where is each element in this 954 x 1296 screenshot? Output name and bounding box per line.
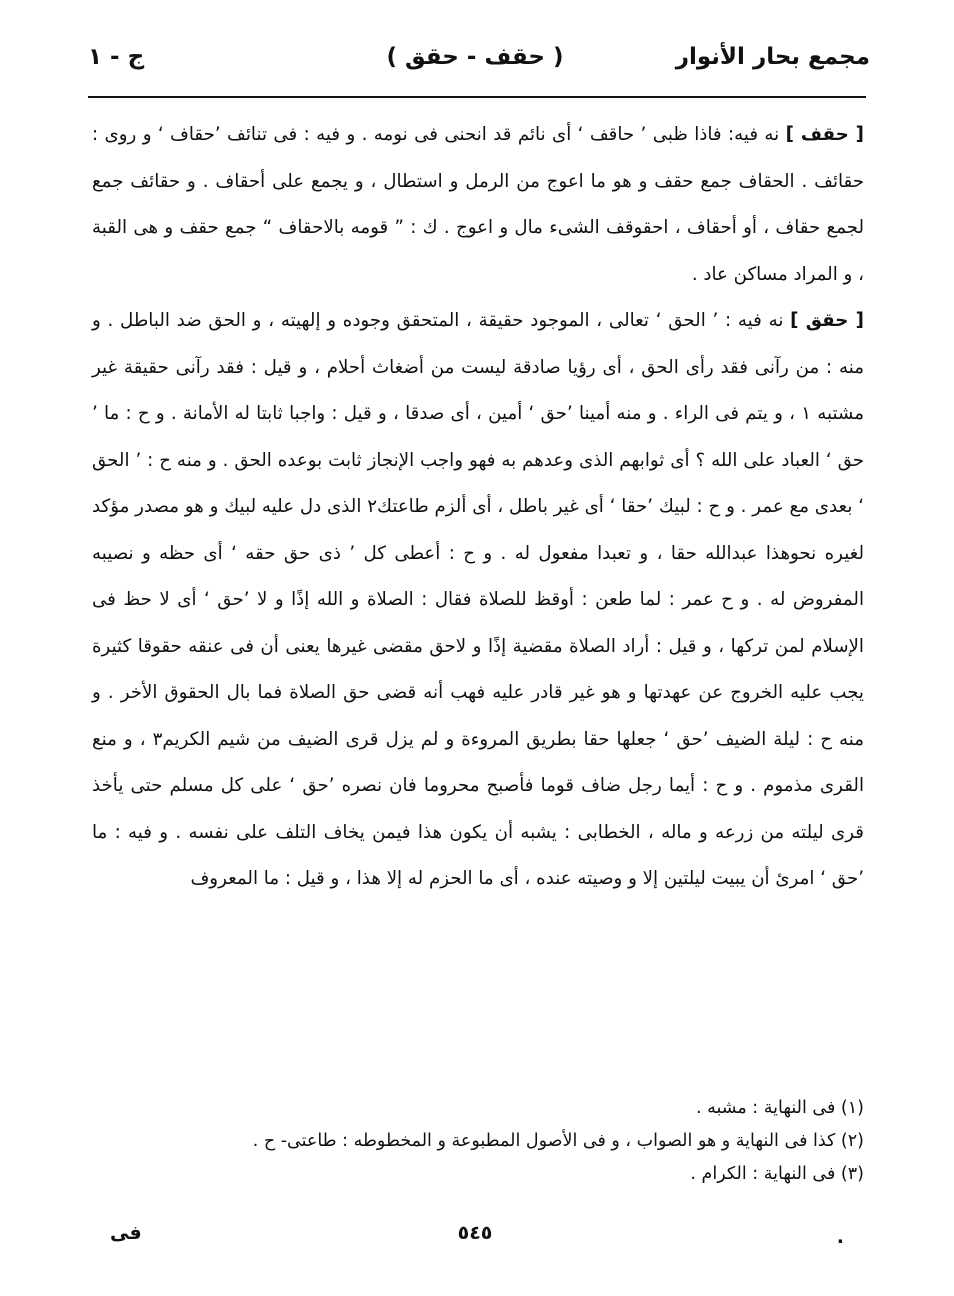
- entry-paragraph-haqaf: [92, 112, 864, 298]
- page-footer: [80, 1216, 870, 1256]
- section-range: ( حقف - حقق ): [386, 44, 564, 70]
- entry-term: [ حقف ]: [785, 124, 864, 145]
- main-text: [92, 112, 864, 903]
- catchword: فى: [110, 1222, 142, 1244]
- footnotes: [92, 1092, 864, 1191]
- footnote-2: (٢) كذا فى النهاية و هو الصواب ، و فى الأصول المطبوعة و المخطوطه : طاعتى- ح .: [252, 1131, 864, 1151]
- footnote-1: (١) فى النهاية : مشبه .: [695, 1098, 864, 1118]
- entry-term: [ حقق ]: [790, 310, 864, 331]
- page-header: [80, 38, 870, 86]
- entry-text: نه فيه : ’ الحق ‘ تعالى ، الموجود حقيقة ، المتحقق وجوده و إلهيته ، و الحق ضد الباطل . و منه : من رآنى فقد رأى الحق ، أى رؤيا صادقة ليست من أضغاث أحلام ، و قيل : فقد رآنى حقيقة غير مشتبه ١ ، و يتم فى الراء . و منه أمينا ’حق ‘ أمين ، أى صدقا ، و قيل : واجبا ثابتا له الأمانة . و ح : ما ’ حق ‘ العباد على الله ؟ أى ثوابهم الذى وعدهم به فهو واجب الإنجاز ثابت بوعده الحق . و منه ح : ’ الحق ‘ بعدى مع عمر . و ح : لبيك ’حقا ‘ أى غير باطل ، أى ألزم طاعتك٢ الذى دل عليه لبيك و هو مصدر مؤكد لغيره نحوهذا عبدالله حقا ، و تعبدا مفعول له . و ح : أعطى كل ’ ذى حق حقه ‘ أى حظه و نصيبه المفروض له . و ح عمر : لما طعن : أوقظ للصلاة فقال : الصلاة و الله إذًا و لا ’حق ‘ أى لا حظ فى الإسلام لمن تركها ، و قيل : أراد الصلاة مقضية إذًا و لاحق مقضى غيرها يعنى أن فى عنقه حقوقا كثيرة يجب عليه الخروج عن عهدتها و هو غير قادر عليه فهب أنه قضى حق الصلاة فما بال الحقوق الأخر . و منه ح : ليلة الضيف ’حق ‘ جعلها حقا بطريق المروءة و لم يزل قرى الضيف من شيم الكريم٣ ، و منع القرى مذموم . و ح : أيما رجل ضاف قوما فأصبح محروما فان نصره ’حق ‘ على كل مسلم حتى يأخذ قرى ليلته من زرعه و ماله ، الخطابى : يشبه أن يكون هذا فيمن يخاف التلف على نفسه . و فيه : ما ’حق ‘ امرئ أن يبيت ليلتين إلا و وصيته عنده ، أى ما الحزم له إلا هذا ، و قيل : ما المعروف: [92, 310, 865, 889]
- book-title: مجمع بحار الأنوار: [675, 44, 870, 70]
- entry-paragraph-haqaq: [92, 298, 864, 903]
- header-rule: [88, 96, 866, 98]
- page-number: ٥٤٥: [457, 1222, 493, 1244]
- volume-number: ج - ١: [88, 44, 145, 70]
- entry-text: نه فيه: فاذا ظبى ’ حاقف ‘ أى نائم قد انحنى فى نومه . و فيه : فى تنائف ’حقاف ‘ و روى : حقائف . الحقاف جمع حقف و هو ما اعوج من الرمل و استطال ، و يجمع على أحقاف . و حقائف جمع لجمع حقاف ، أو أحقاف ، احقوقف الشىء مال و اعوج . ك : ” قومه بالاحقاف “ جمع حقف و هى القبة ، و المراد مساكن عاد .: [92, 124, 864, 285]
- footer-mark: .: [836, 1226, 844, 1248]
- footnote-3: (٣) فى النهاية : الكرام .: [690, 1164, 864, 1184]
